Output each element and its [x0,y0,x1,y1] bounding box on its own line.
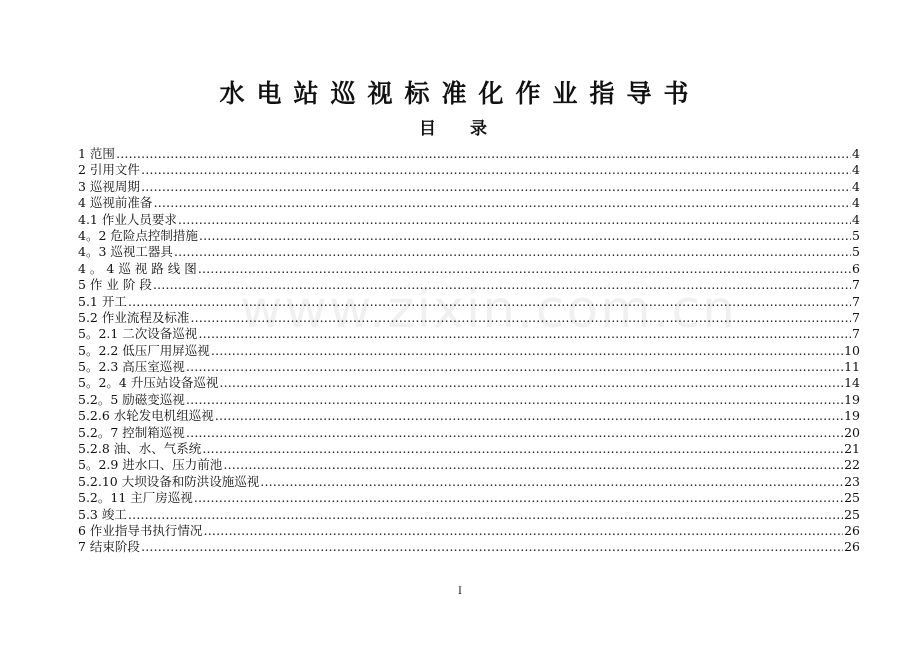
toc-entry-page: 5 [852,227,860,243]
toc-entry-label: 5.2 作业流程及标准 [78,309,190,325]
toc-dot-leader [198,261,851,277]
toc-entry-page: 19 [844,408,860,424]
toc-dot-leader [199,228,851,244]
toc-dot-leader [190,310,851,326]
toc-entry-label: 4。3 巡视工器具 [78,244,173,260]
toc-entry-label: 5。2.9 进水口、压力前池 [78,457,223,473]
toc-dot-leader [215,408,843,424]
toc-entry-page: 6 [852,260,860,276]
toc-entry-page: 4 [852,195,860,211]
toc-entry-label: 6 作业指导书执行情况 [78,522,203,538]
toc-dot-leader [178,212,851,228]
toc-entry[interactable] [78,179,860,195]
toc-entry-page: 11 [844,359,860,375]
toc-dot-leader [116,146,851,162]
toc-entry[interactable] [78,244,860,260]
toc-dot-leader [141,539,843,555]
toc-entry-label: 5.2.6 水轮发电机组巡视 [78,408,214,424]
toc-entry-page: 5 [852,244,860,260]
toc-entry-page: 14 [844,375,860,391]
toc-dot-leader [194,490,843,506]
toc-dot-leader [203,523,843,539]
toc-dot-leader [202,441,843,457]
toc-entry[interactable] [78,392,860,408]
toc-entry[interactable] [78,228,860,244]
toc-entry-page: 7 [852,326,860,342]
toc-entry[interactable] [78,310,860,326]
toc-entry[interactable] [78,507,860,523]
toc-entry-label: 5 作 业 阶 段 [78,277,152,293]
toc-entry-label: 5.2。7 控制箱巡视 [78,424,185,440]
toc-entry[interactable] [78,277,860,293]
toc-entry-label: 5.2.10 大坝设备和防洪设施巡视 [78,473,260,489]
toc-entry[interactable] [78,441,860,457]
toc-entry-page: 26 [844,522,860,538]
toc-entry-label: 2 引用文件 [78,162,140,178]
table-of-contents [78,146,860,556]
toc-entry-page: 21 [844,441,860,457]
toc-entry-label: 5.2.8 油、水、气系统 [78,441,202,457]
toc-entry-page: 26 [844,539,860,555]
toc-entry[interactable] [78,457,860,473]
toc-entry-page: 22 [844,457,860,473]
toc-heading: 目 录 [419,119,501,139]
toc-entry-page: 25 [844,506,860,522]
toc-dot-leader [211,343,843,359]
toc-entry-label: 7 结束阶段 [78,539,140,555]
document-title: 水电站巡视标准化作业指导书 [219,79,701,108]
toc-dot-leader [174,244,851,260]
page-number: I [458,586,462,597]
toc-dot-leader [186,425,843,441]
toc-entry-label: 5.2。5 励磁变巡视 [78,391,185,407]
toc-entry[interactable] [78,359,860,375]
toc-entry-page: 7 [852,277,860,293]
toc-dot-leader [141,162,851,178]
toc-dot-leader [153,195,851,211]
toc-entry[interactable] [78,261,860,277]
toc-dot-leader [186,392,843,408]
watermark: www.zixin.com.cn [240,280,737,340]
toc-entry-page: 20 [844,424,860,440]
toc-entry-label: 4 巡视前准备 [78,195,153,211]
toc-entry[interactable] [78,294,860,310]
toc-entry-label: 5。2。4 升压站设备巡视 [78,375,219,391]
toc-entry-page: 10 [844,342,860,358]
toc-dot-leader [186,359,843,375]
toc-entry-page: 7 [852,293,860,309]
toc-entry[interactable] [78,425,860,441]
toc-entry-page: 4 [852,162,860,178]
toc-entry-label: 4。2 危险点控制措施 [78,227,198,243]
toc-dot-leader [141,179,851,195]
toc-entry-label: 1 范围 [78,146,115,161]
toc-entry-page: 4 [852,146,860,161]
toc-entry-label: 4.1 作业人员要求 [78,211,177,227]
toc-entry-page: 7 [852,309,860,325]
toc-entry-page: 23 [844,473,860,489]
toc-entry[interactable] [78,375,860,391]
toc-entry[interactable] [78,408,860,424]
toc-entry[interactable] [78,523,860,539]
toc-entry[interactable] [78,195,860,211]
toc-dot-leader [219,375,843,391]
toc-entry[interactable] [78,212,860,228]
toc-entry-page: 4 [852,178,860,194]
toc-entry[interactable] [78,162,860,178]
toc-dot-leader [223,457,843,473]
toc-entry[interactable] [78,490,860,506]
toc-entry-label: 5。2.3 高压室巡视 [78,359,185,375]
toc-entry-label: 5。2.1 二次设备巡视 [78,326,198,342]
toc-entry-label: 5.2。11 主厂房巡视 [78,490,193,506]
toc-entry[interactable] [78,146,860,162]
toc-entry-label: 4 。 4 巡 视 路 线 图 [78,260,197,276]
toc-entry-page: 19 [844,391,860,407]
toc-entry[interactable] [78,343,860,359]
toc-entry-page: 4 [852,211,860,227]
toc-dot-leader [128,507,843,523]
toc-entry-label: 5.3 竣工 [78,506,127,522]
toc-entry[interactable] [78,474,860,490]
toc-dot-leader [153,277,851,293]
toc-entry[interactable] [78,539,860,555]
toc-entry-label: 5.1 开工 [78,293,127,309]
toc-entry-label: 5。2.2 低压厂用屏巡视 [78,342,210,358]
toc-dot-leader [128,294,851,310]
toc-entry-page: 25 [844,490,860,506]
toc-entry[interactable] [78,326,860,342]
toc-dot-leader [260,474,843,490]
toc-dot-leader [198,326,851,342]
toc-entry-label: 3 巡视周期 [78,178,140,194]
